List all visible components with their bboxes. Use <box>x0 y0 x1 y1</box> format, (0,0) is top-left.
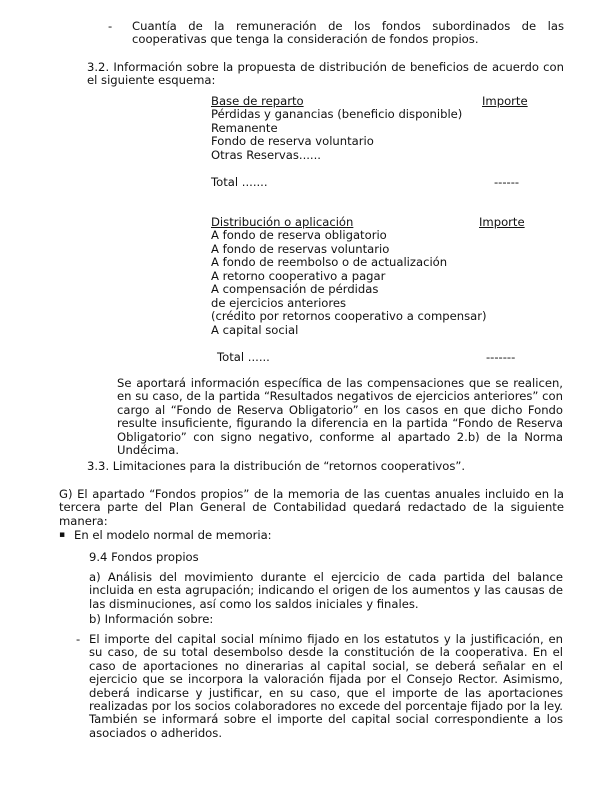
base-row: Pérdidas y ganancias (beneficio disponible) <box>211 107 463 121</box>
base-table-amount-header: Importe <box>482 94 528 108</box>
item-a-paragraph: a) Análisis del movimiento durante el ejercicio de cada partida del balance incluida en esta agrupación; indicando el origen de los aumentos y las causas de las disminuciones, así como los saldos iniciales y finales. <box>89 570 563 611</box>
normal-model-bullet: En el modelo normal de memoria: <box>74 528 272 542</box>
dist-row: (crédito por retornos cooperativo a compensar) <box>211 309 487 323</box>
base-total-label: Total ....... <box>211 175 268 189</box>
subordinated-funds-bullet: Cuantía de la remuneración de los fondos subordinados de las cooperativas que tenga la consideración de fondos propios. <box>132 19 564 47</box>
dist-total-label: Total ...... <box>217 350 270 364</box>
dist-table-header: Distribución o aplicación <box>211 215 354 229</box>
capital-social-paragraph: El importe del capital social mínimo fijado en los estatutos y la justificación, en su caso, de su total desembolso desde la constitución de la cooperativa. En el caso de aportaciones no dinerarias al capital social, se deberá señalar en el ejercicio que se incorpora la valoración fijada por el Consejo Rector. Asimismo, deberá indicarse y justificar, en su caso, que el importe de las aportaciones realizadas por los socios colaboradores no excede del porcentaje fijado por la ley. También se informará sobre el importe del capital social correspondiente a los asociados o adheridos. <box>89 632 563 740</box>
dist-row: A compensación de pérdidas <box>211 282 379 296</box>
list-dash-marker: - <box>108 19 113 33</box>
section-3-3-heading: 3.3. Limitaciones para la distribución de “retornos cooperativos”. <box>87 459 466 473</box>
section-g-paragraph: G) El apartado “Fondos propios” de la memoria de las cuentas anuales incluido en la tercera parte del Plan General de Contabilidad quedará redactado de la siguiente manera: <box>59 487 564 528</box>
dist-row: de ejercicios anteriores <box>211 296 347 310</box>
dist-total-value: ------- <box>486 350 516 364</box>
heading-9-4: 9.4 Fondos propios <box>89 550 199 564</box>
base-row: Otras Reservas...... <box>211 148 321 162</box>
base-row: Remanente <box>211 121 278 135</box>
list-dash-marker: - <box>76 632 81 646</box>
item-b-heading: b) Información sobre: <box>89 612 214 626</box>
dist-row: A capital social <box>211 323 299 337</box>
dist-row: A fondo de reembolso o de actualización <box>211 255 448 269</box>
base-table-header: Base de reparto <box>211 94 304 108</box>
compensation-note: Se aportará información específica de las compensaciones que se realicen, en su caso, de la partida “Resultados negativos de ejercicios anteriores” con cargo al “Fondo de Reserva Obligatorio” en los casos en que dicho Fondo resulte insuficiente, figurando la diferencia en la partida “Fondo de Reserva Obligatorio” con signo negativo, conforme al apartado 2.b) de la Norma Undécima. <box>117 376 563 458</box>
dist-table-amount-header: Importe <box>479 215 525 229</box>
base-row: Fondo de reserva voluntario <box>211 134 374 148</box>
dist-row: A fondo de reserva obligatorio <box>211 228 387 242</box>
square-bullet-icon: ▪ <box>59 530 66 540</box>
base-total-value: ------ <box>494 175 520 189</box>
section-3-2-heading: 3.2. Información sobre la propuesta de distribución de beneficios de acuerdo con el siguiente esquema: <box>87 60 564 88</box>
dist-row: A retorno cooperativo a pagar <box>211 269 386 283</box>
dist-row: A fondo de reservas voluntario <box>211 242 390 256</box>
